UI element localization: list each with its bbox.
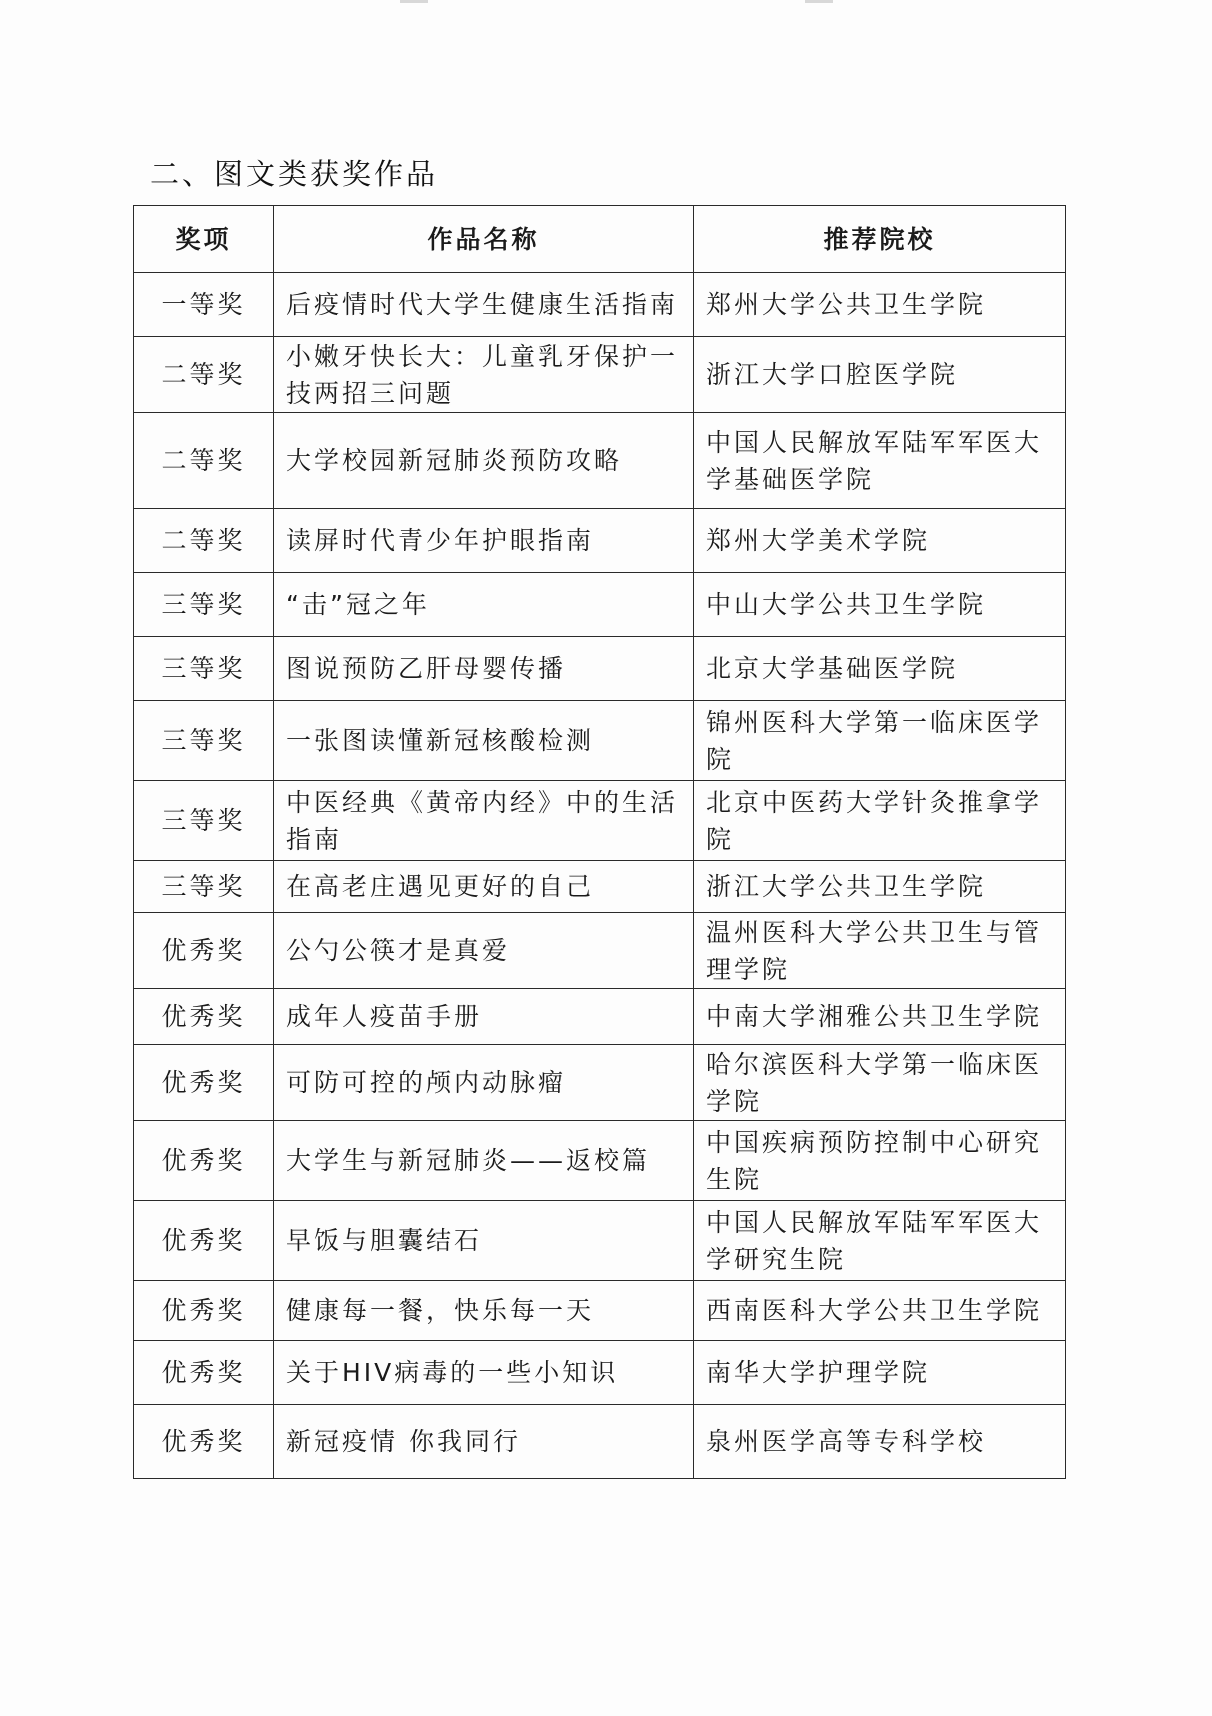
award-cell: 二等奖 <box>134 509 274 573</box>
work-name-cell: 大学生与新冠肺炎——返校篇 <box>274 1121 694 1201</box>
table-row <box>134 1121 1066 1201</box>
awards-table <box>133 205 1066 1479</box>
scan-mark-right <box>805 0 833 3</box>
work-name-cell: 读屏时代青少年护眼指南 <box>274 509 694 573</box>
table-row <box>134 637 1066 701</box>
table-row <box>134 337 1066 413</box>
header-award: 奖项 <box>134 206 274 273</box>
table-row <box>134 509 1066 573</box>
award-cell: 三等奖 <box>134 573 274 637</box>
school-cell: 郑州大学美术学院 <box>694 509 1066 573</box>
work-name-cell: 小嫩牙快长大：儿童乳牙保护一技两招三问题 <box>274 337 694 413</box>
school-cell: 中南大学湘雅公共卫生学院 <box>694 989 1066 1045</box>
school-cell: 浙江大学公共卫生学院 <box>694 861 1066 913</box>
award-cell: 一等奖 <box>134 273 274 337</box>
work-name-cell: 可防可控的颅内动脉瘤 <box>274 1045 694 1121</box>
table-row <box>134 701 1066 781</box>
school-cell: 浙江大学口腔医学院 <box>694 337 1066 413</box>
work-name-cell: 成年人疫苗手册 <box>274 989 694 1045</box>
school-cell: 中国疾病预防控制中心研究生院 <box>694 1121 1066 1201</box>
table-row <box>134 1405 1066 1479</box>
award-cell: 优秀奖 <box>134 1045 274 1121</box>
table-row <box>134 273 1066 337</box>
work-name-cell: 大学校园新冠肺炎预防攻略 <box>274 413 694 509</box>
school-cell: 锦州医科大学第一临床医学院 <box>694 701 1066 781</box>
work-name-cell: 早饭与胆囊结石 <box>274 1201 694 1281</box>
school-cell: 北京中医药大学针灸推拿学院 <box>694 781 1066 861</box>
work-name-cell: 新冠疫情 你我同行 <box>274 1405 694 1479</box>
award-cell: 优秀奖 <box>134 1281 274 1341</box>
school-cell: 中山大学公共卫生学院 <box>694 573 1066 637</box>
work-name-cell: 关于HIV病毒的一些小知识 <box>274 1341 694 1405</box>
school-cell: 西南医科大学公共卫生学院 <box>694 1281 1066 1341</box>
award-cell: 二等奖 <box>134 337 274 413</box>
school-cell: 中国人民解放军陆军军医大学基础医学院 <box>694 413 1066 509</box>
school-cell: 泉州医学高等专科学校 <box>694 1405 1066 1479</box>
award-cell: 优秀奖 <box>134 989 274 1045</box>
table-row <box>134 1281 1066 1341</box>
work-name-cell: 中医经典《黄帝内经》中的生活指南 <box>274 781 694 861</box>
table-row <box>134 861 1066 913</box>
school-cell: 中国人民解放军陆军军医大学研究生院 <box>694 1201 1066 1281</box>
table-row <box>134 913 1066 989</box>
table-body <box>134 273 1066 1479</box>
work-name-cell: 后疫情时代大学生健康生活指南 <box>274 273 694 337</box>
table-row <box>134 989 1066 1045</box>
school-cell: 郑州大学公共卫生学院 <box>694 273 1066 337</box>
scan-mark-left <box>400 0 428 3</box>
work-name-cell: 一张图读懂新冠核酸检测 <box>274 701 694 781</box>
school-cell: 哈尔滨医科大学第一临床医学院 <box>694 1045 1066 1121</box>
header-work-name: 作品名称 <box>274 206 694 273</box>
school-cell: 温州医科大学公共卫生与管理学院 <box>694 913 1066 989</box>
award-cell: 三等奖 <box>134 781 274 861</box>
award-cell: 二等奖 <box>134 413 274 509</box>
award-cell: 优秀奖 <box>134 1121 274 1201</box>
table-row <box>134 781 1066 861</box>
work-name-cell: 健康每一餐，快乐每一天 <box>274 1281 694 1341</box>
header-school: 推荐院校 <box>694 206 1066 273</box>
table-row <box>134 1341 1066 1405</box>
award-cell: 优秀奖 <box>134 913 274 989</box>
work-name-cell: 图说预防乙肝母婴传播 <box>274 637 694 701</box>
work-name-cell: “击”冠之年 <box>274 573 694 637</box>
table-row <box>134 413 1066 509</box>
award-cell: 三等奖 <box>134 637 274 701</box>
award-cell: 优秀奖 <box>134 1405 274 1479</box>
section-title: 二、图文类获奖作品 <box>150 157 439 192</box>
award-cell: 三等奖 <box>134 701 274 781</box>
work-name-cell: 在高老庄遇见更好的自己 <box>274 861 694 913</box>
school-cell: 南华大学护理学院 <box>694 1341 1066 1405</box>
award-cell: 优秀奖 <box>134 1341 274 1405</box>
work-name-cell: 公勺公筷才是真爱 <box>274 913 694 989</box>
award-cell: 优秀奖 <box>134 1201 274 1281</box>
table-row <box>134 573 1066 637</box>
table-row <box>134 1045 1066 1121</box>
table-row <box>134 1201 1066 1281</box>
school-cell: 北京大学基础医学院 <box>694 637 1066 701</box>
table-header-row <box>134 206 1066 273</box>
award-cell: 三等奖 <box>134 861 274 913</box>
